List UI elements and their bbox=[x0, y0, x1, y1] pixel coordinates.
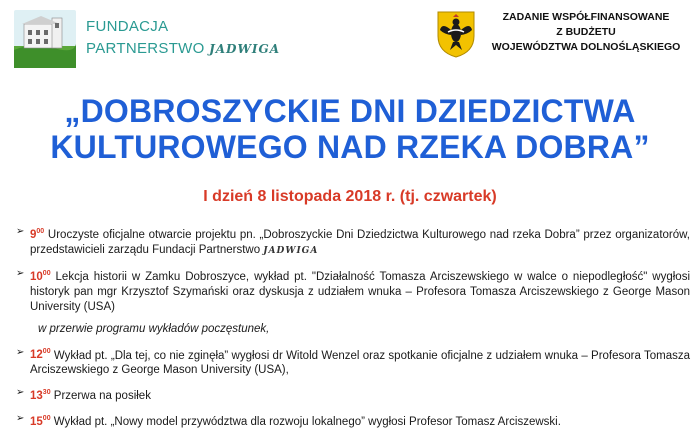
schedule-item bbox=[14, 266, 690, 315]
schedule-time: $15^{00}$ bbox=[30, 415, 51, 429]
schedule-time: $10^{00}$ bbox=[30, 269, 51, 283]
schedule-text: Lekcja historii w Zamku Dobroszyce, wykład pt. "Działalność Tomasza Arciszewskiego w walce o niepodległość" wygłosi historyk pan mgr Krzysztof Szymański oraz dyskusja z udziałem wnuka – Profesora Tomasza Arciszewskiego z George Mason University (USA) bbox=[30, 270, 690, 313]
funding-line1: ZADANIE WSPÓŁFINANSOWANE bbox=[502, 11, 670, 23]
schedule-text: Wykład pt. „Dla tej, co nie zginęła” wygłosi dr Witold Wenzel oraz spotkanie oficjalne z udziałem wnuka – Profesora Tomasza Arciszewskiego z George Mason University (USA), bbox=[30, 349, 690, 377]
schedule-item bbox=[14, 385, 690, 404]
event-title-line2: KULTUROWEGO NAD RZEKA DOBRA” bbox=[50, 129, 650, 165]
arrow-bullet-icon: ➢ bbox=[16, 267, 25, 279]
header bbox=[0, 0, 700, 80]
schedule-time: $9^{00}$ bbox=[30, 228, 45, 241]
schedule-text: Wykład pt. „Nowy model przywództwa dla rozwoju lokalnego” wygłosi Profesor Tomasz Arciszewski. bbox=[50, 416, 561, 429]
schedule-item bbox=[14, 345, 690, 379]
arrow-bullet-icon: ➢ bbox=[16, 413, 25, 425]
schedule-item bbox=[14, 411, 690, 430]
signature-jadwiga: JADWIGA bbox=[263, 245, 319, 256]
schedule-text: Uroczyste oficjalne otwarcie projektu pn. „Dobroszyckie Dni Dziedzictwa Kulturowego nad rzeka Dobra” przez organizatorów, przedstawicieli zarządu Fundacji Partnerstwo bbox=[30, 228, 690, 256]
schedule-item bbox=[14, 224, 690, 259]
event-title-line1: „DOBROSZYCKIE DNI DZIEDZICTWA bbox=[64, 93, 636, 129]
schedule-text: Przerwa na posiłek bbox=[50, 390, 151, 403]
organization-name bbox=[86, 16, 280, 60]
schedule-list bbox=[14, 224, 690, 437]
schedule-time: $13^{30}$ bbox=[30, 389, 51, 403]
foundation-logo-icon bbox=[14, 10, 76, 68]
coat-of-arms-icon bbox=[436, 10, 476, 58]
arrow-bullet-icon: ➢ bbox=[16, 387, 25, 399]
arrow-bullet-icon: ➢ bbox=[16, 346, 25, 358]
arrow-bullet-icon: ➢ bbox=[16, 226, 25, 237]
day-heading: I dzień 8 listopada 2018 r. (tj. czwartek) bbox=[203, 188, 497, 205]
org-name-line2: PARTNERSTWO JADWIGA bbox=[86, 40, 281, 57]
funding-note bbox=[484, 10, 688, 55]
org-name-script: JADWIGA bbox=[209, 42, 281, 56]
funding-line3: WOJEWÓDZTWA DOLNOŚLĄSKIEGO bbox=[491, 41, 681, 53]
break-note: w przerwie programu wykładów poczęstunek, bbox=[38, 322, 270, 335]
schedule-time: $12^{00}$ bbox=[30, 348, 51, 362]
org-name-line1: FUNDACJA bbox=[86, 18, 169, 35]
funding-line2: Z BUDŻETU bbox=[556, 26, 616, 38]
